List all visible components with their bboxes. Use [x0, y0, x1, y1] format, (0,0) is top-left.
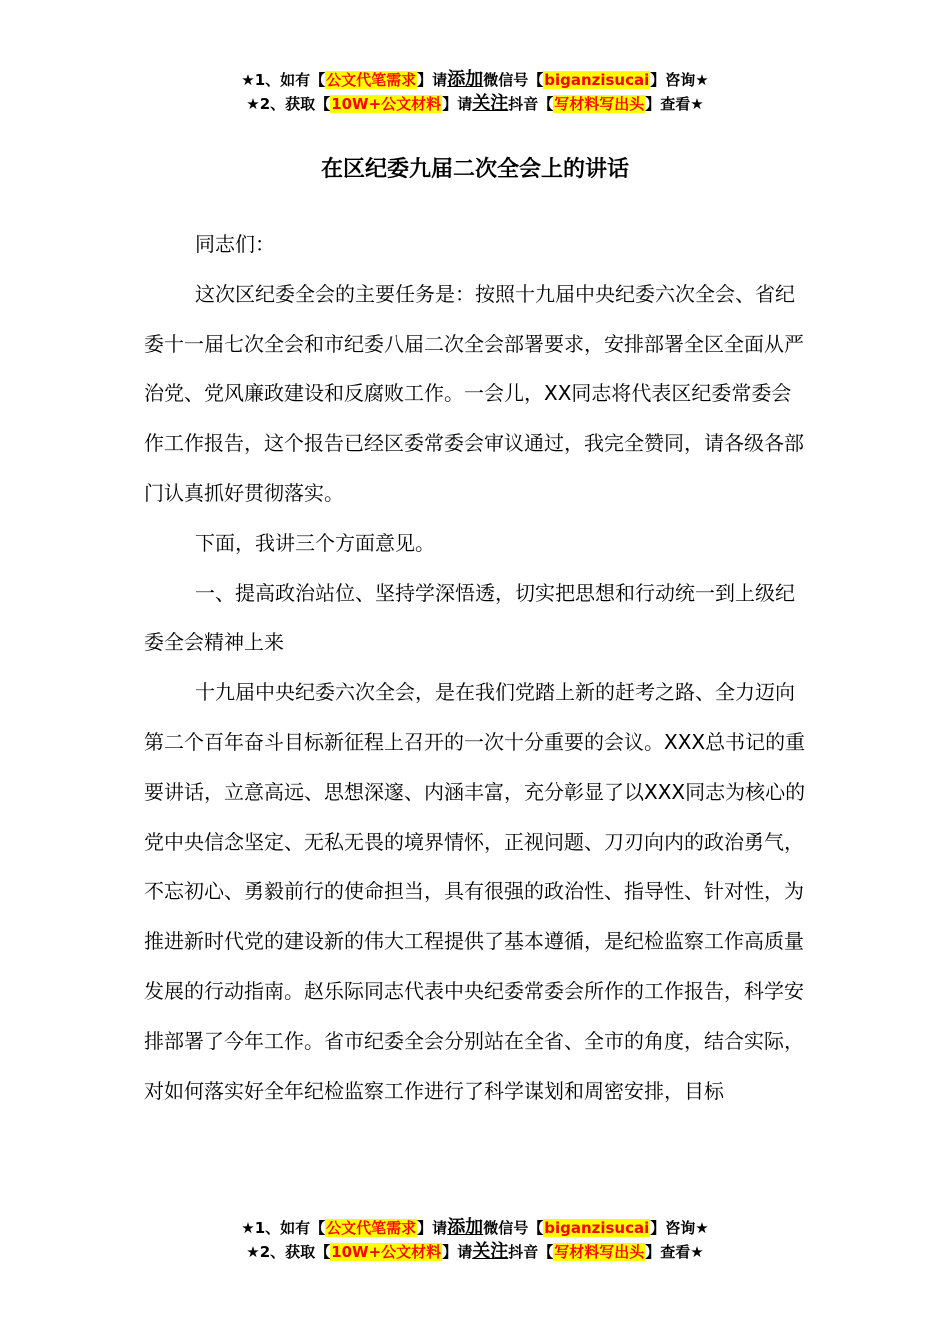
section-heading: 一、提高政治站位、坚持学深悟透，切实把思想和行动统一到上级纪委全会精神上来: [144, 580, 795, 655]
document-title: 在区纪委九届二次全会上的讲话: [320, 157, 629, 182]
promo-banner-top: [0, 68, 950, 116]
promo-text: ★2、获取【: [246, 95, 331, 113]
promo-emphasis: 关注: [472, 93, 509, 114]
highlight-materials: 10W+公文材料: [331, 95, 442, 113]
highlight-wechat-id: biganzisucai: [544, 71, 650, 89]
highlight-service: 公文代笔需求: [326, 1219, 417, 1237]
promo-text: 】查看★: [645, 1243, 704, 1261]
highlight-douyin-id: 写材料写出头: [554, 95, 645, 113]
promo-line-1: [0, 68, 950, 92]
highlight-materials: 10W+公文材料: [331, 1243, 442, 1261]
promo-text: 微信号【: [483, 1219, 544, 1237]
promo-text: ★2、获取【: [246, 1243, 331, 1261]
promo-text: 抖音【: [508, 95, 554, 113]
promo-text: ★1、如有【: [241, 1219, 326, 1237]
body-paragraph: 下面，我讲三个方面意见。: [195, 530, 435, 555]
promo-text: 】咨询★: [650, 71, 709, 89]
highlight-service: 公文代笔需求: [326, 71, 417, 89]
promo-text: 】查看★: [645, 95, 704, 113]
promo-text: 】请: [417, 71, 448, 89]
promo-text: 】请: [442, 95, 473, 113]
promo-emphasis: 添加: [447, 69, 484, 90]
promo-text: 微信号【: [483, 71, 544, 89]
promo-text: 】请: [417, 1219, 448, 1237]
document-body: [144, 220, 810, 1116]
promo-text: 抖音【: [508, 1243, 554, 1261]
promo-text: 】咨询★: [650, 1219, 709, 1237]
body-paragraph: 这次区纪委全会的主要任务是：按照十九届中央纪委六次全会、省纪委十一届七次全会和市纪委八届二次全会部署要求，安排部署全区全面从严治党、党风廉政建设和反腐败工作。一会儿，XX同志将代表区纪委常委会作工作报告，这个报告已经区委常委会审议通过，我完全赞同，请各级各部门认真抓好贯彻落实。: [144, 281, 804, 505]
salutation: 同志们：: [195, 232, 275, 256]
body-paragraph: 十九届中央纪委六次全会，是在我们党踏上新的赶考之路、全力迈向第二个百年奋斗目标新征程上召开的一次十分重要的会议。XXX总书记的重要讲话，立意高远、思想深邃、内涵丰富，充分彰显了以XXX同志为核心的党中央信念坚定、无私无畏的境界情怀，正视问题、刀刃向内的政治勇气，不忘初心、勇毅前行的使命担当，具有很强的政治性、指导性、针对性，为推进新时代党的建设新的伟大工程提供了基本遵循，是纪检监察工作高质量发展的行动指南。赵乐际同志代表中央纪委常委会所作的工作报告，科学安排部署了今年工作。省市纪委全会分别站在全省、全市的角度，结合实际，对如何落实好全年纪检监察工作进行了科学谋划和周密安排，目标: [144, 680, 806, 1103]
promo-emphasis: 添加: [447, 1217, 484, 1238]
promo-text: ★1、如有【: [241, 71, 326, 89]
highlight-douyin-id: 写材料写出头: [554, 1243, 645, 1261]
highlight-wechat-id: biganzisucai: [544, 1219, 650, 1237]
promo-banner-bottom: [0, 1216, 950, 1264]
promo-line-1: [0, 1216, 950, 1240]
promo-line-2: [0, 92, 950, 116]
promo-text: 】请: [442, 1243, 473, 1261]
promo-line-2: [0, 1240, 950, 1264]
promo-emphasis: 关注: [472, 1241, 509, 1262]
